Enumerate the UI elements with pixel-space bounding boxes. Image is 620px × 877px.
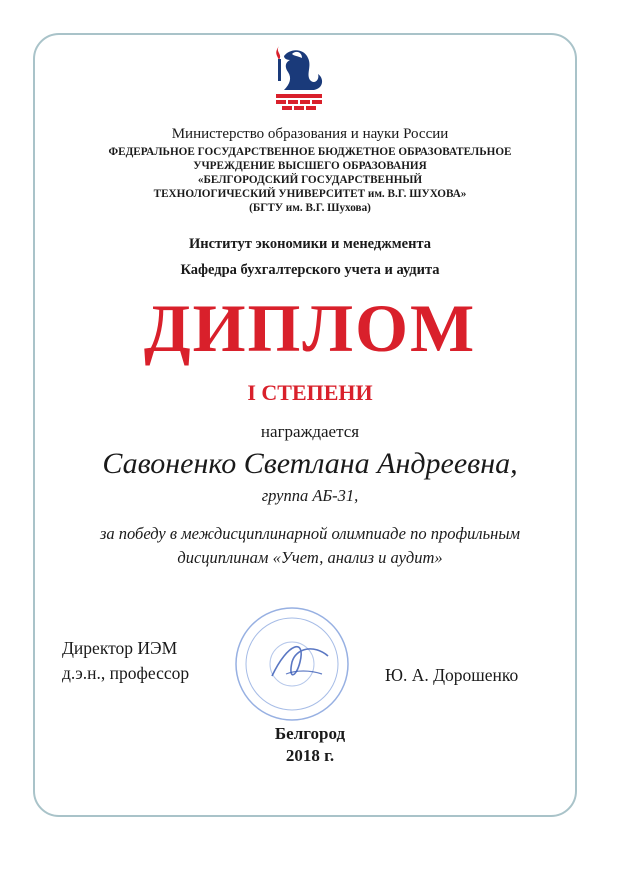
university-line-3: «БЕЛГОРОДСКИЙ ГОСУДАРСТВЕННЫЙ: [197, 174, 423, 186]
ministry-name: Министерство образования и науки России: [171, 126, 449, 142]
institute-name: Институт экономики и менеджмента: [188, 236, 431, 252]
signer-position-line-2: д.э.н., профессор: [62, 663, 190, 683]
university-line-2: УЧРЕЖДЕНИЕ ВЫСШЕГО ОБРАЗОВАНИЯ: [193, 160, 427, 172]
issue-year: 2018 г.: [285, 746, 335, 765]
awarded-text: награждается: [260, 422, 360, 441]
university-logo-icon: [270, 44, 328, 110]
signer-position: [62, 636, 189, 686]
award-reason-line-2: дисциплинам «Учет, анализ и аудит»: [177, 548, 443, 567]
diploma-title: ДИПЛОМ: [143, 290, 477, 366]
official-stamp-icon: [232, 604, 352, 724]
university-short-name: (БГТУ им. В.Г. Шухова): [249, 202, 371, 214]
recipient-group: группа АБ-31,: [261, 486, 359, 505]
city-name: Белгород: [274, 724, 346, 743]
university-line-1: ФЕДЕРАЛЬНОЕ ГОСУДАРСТВЕННОЕ БЮДЖЕТНОЕ ОБРАЗОВАТЕЛЬНОЕ: [108, 146, 512, 158]
signer-position-line-1: Директор ИЭМ: [62, 638, 178, 658]
university-line-4: ТЕХНОЛОГИЧЕСКИЙ УНИВЕРСИТЕТ им. В.Г. ШУХОВА»: [153, 188, 467, 200]
signer-name: Ю. А. Дорошенко: [385, 665, 519, 685]
diploma-degree: I СТЕПЕНИ: [247, 380, 373, 405]
recipient-name: Савоненко Светлана Андреевна,: [102, 447, 518, 480]
award-reason-line-1: за победу в междисциплинарной олимпиаде по профильным: [99, 524, 521, 543]
department-name: Кафедра бухгалтерского учета и аудита: [180, 262, 440, 278]
